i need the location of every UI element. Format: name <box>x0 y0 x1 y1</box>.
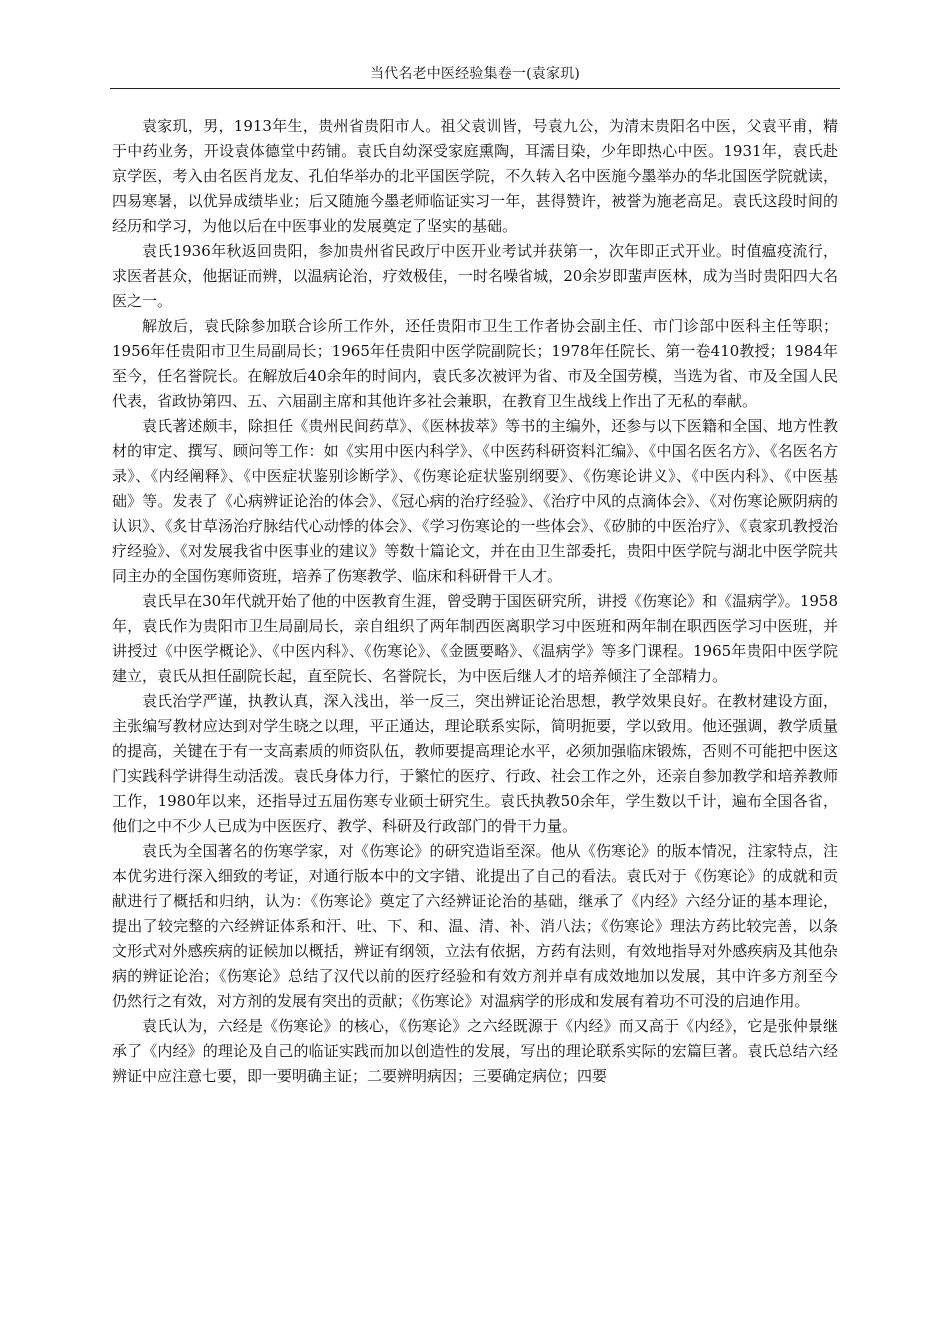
paragraph-biography: 袁家玑，男，1913年生，贵州省贵阳市人。祖父袁训皆，号袁九公，为清末贵阳名中医，父袁平甫，精于中药业务，开设袁体德堂中药铺。袁氏自幼深受家庭熏陶，耳濡目染，少年即热心中医。1931年，袁氏赴京学医，考入由名医肖龙友、孔伯华举办的北平国医学院，不久转入名中医施今墨举办的华北国医学院就读，四易寒暑，以优异成绩毕业；后又随施今墨老师临证实习一年，甚得赞许，被誉为施老高足。袁氏这段时间的经历和学习，为他以后在中医事业的发展奠定了坚实的基础。 <box>112 117 838 235</box>
paragraph-teaching-career: 袁氏早在30年代就开始了他的中医教育生涯，曾受聘于国医研究所，讲授《伤寒论》和《温病学》。1958年，袁氏作为贵阳市卫生局副局长，亲自组织了两年制西医离职学习中医班和两年制在职西医学习中医班，并讲授过《中医学概论》、《中医内科》、《伤寒论》、《金匮要略》、《温病学》等多门课程。1965年贵阳中医学院建立，袁氏从担任副院长起，直至院长、名誉院长，为中医后继人才的培养倾注了全部精力。 <box>112 592 838 685</box>
paragraph-shanghan-research: 袁氏为全国著名的伤寒学家，对《伤寒论》的研究造诣至深。他从《伤寒论》的版本情况，注家特点，注本优劣进行深入细致的考证，对通行版本中的文字错、讹提出了自己的看法。袁氏对于《伤寒论》的成就和贡献进行了概括和归纳，认为：《伤寒论》奠定了六经辨证论治的基础，继承了《内经》六经分证的基本理论，提出了较完整的六经辨证体系和汗、吐、下、和、温、清、补、消八法；《伤寒论》理法方药比较完善，以条文形式对外感疾病的证候加以概括，辨证有纲领，立法有依据，方药有法则，有效地指导对外感疾病及其他杂病的辨证论治；《伤寒论》总结了汉代以前的医疗经验和有效方剂并卓有成效地加以发展，其中许多方剂至今仍然行之有效，对方剂的发展有突出的贡献；《伤寒论》对温病学的形成和发展有着功不可没的启迪作用。 <box>112 842 838 1010</box>
paragraph-teaching-philosophy: 袁氏治学严谨，执教认真，深入浅出，举一反三，突出辨证论治思想，教学效果良好。在教材建设方面，主张编写教材应达到对学生晓之以理，平正通达，理论联系实际，简明扼要，学以致用。他还强调，教学质量的提高，关键在于有一支高素质的师资队伍，教师要提高理论水平，必须加强临床锻炼，否则不可能把中医这门实践科学讲得生动活泼。袁氏身体力行，于繁忙的医疗、行政、社会工作之外，还亲自参加教学和培养教师工作，1980年以来，还指导过五届伤寒专业硕士研究生。袁氏执教50余年，学生数以千计，遍布全国各省，他们之中不少人已成为中医医疗、教学、科研及行政部门的骨干力量。 <box>112 692 838 835</box>
header-rule <box>110 88 840 89</box>
paragraph-practice-start: 袁氏1936年秋返回贵阳，参加贵州省民政厅中医开业考试并获第一，次年即正式开业。时值瘟疫流行，求医者甚众，他据证而辨，以温病论治，疗效极佳，一时名噪省城，20余岁即蜚声医林，成为当时贵阳四大名医之一。 <box>112 242 838 310</box>
body-text <box>112 114 838 1089</box>
paragraph-publications: 袁氏著述颇丰，除担任《贵州民间药草》、《医林拔萃》等书的主编外，还参与以下医籍和全国、地方性教材的审定、撰写、顾问等工作：如《实用中医内科学》、《中医药科研资料汇编》、《中国名医名方》、《名医名方录》、《内经阐释》、《中医症状鉴别诊断学》、《伤寒论症状鉴别纲要》、《伤寒论讲义》、《中医内科》、《中医基础》等。发表了《心病辨证论治的体会》、《冠心病的治疗经验》、《治疗中风的点滴体会》、《对伤寒论厥阴病的认识》、《炙甘草汤治疗脉结代心动悸的体会》、《学习伤寒论的一些体会》、《矽肺的中医治疗》、《袁家玑教授治疗经验》、《对发展我省中医事业的建议》等数十篇论文，并在由卫生部委托，贵阳中医学院与湖北中医学院共同主办的全国伤寒师资班，培养了伤寒教学、临床和科研骨干人才。 <box>112 417 838 585</box>
paragraph-six-channels: 袁氏认为，六经是《伤寒论》的核心，《伤寒论》之六经既源于《内经》而又高于《内经》，它是张仲景继承了《内经》的理论及自己的临证实践而加以创造性的发展，写出的理论联系实际的宏篇巨著。袁氏总结六经辨证中应注意七要，即一要明确主证；二要辨明病因；三要确定病位；四要 <box>112 1017 838 1085</box>
running-header: 当代名老中医经验集卷一(袁家玑) <box>369 66 581 82</box>
paragraph-post-liberation: 解放后，袁氏除参加联合诊所工作外，还任贵阳市卫生工作者协会副主任、市门诊部中医科主任等职；1956年任贵阳市卫生局副局长；1965年任贵阳中医学院副院长；1978年任院长、第一卷410教授；1984年至今，任名誉院长。在解放后40余年的时间内，袁氏多次被评为省、市及全国劳模，当选为省、市及全国人民代表，省政协第四、五、六届副主席和其他许多社会兼职，在教育卫生战线上作出了无私的奉献。 <box>112 317 838 410</box>
